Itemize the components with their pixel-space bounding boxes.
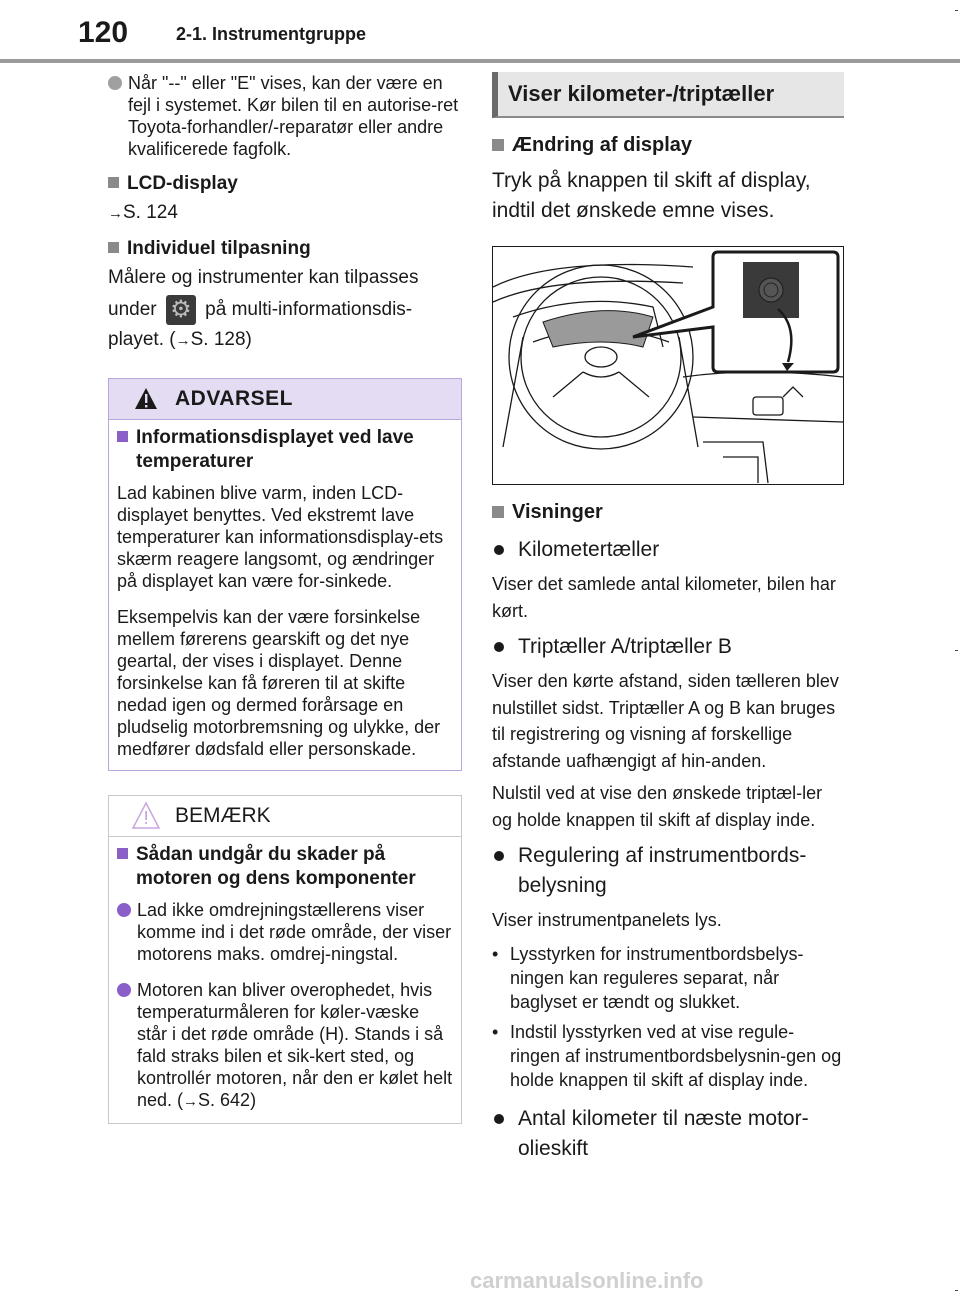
dashboard-illustration [492,246,844,485]
crop-mark [955,10,958,11]
item-title: Regulering af instrumentbords-belysning [492,841,844,901]
custom-heading: Individuel tilpasning [108,237,463,261]
bullet-dot-icon [117,983,131,997]
custom-reference[interactable]: S. 128) [190,329,252,351]
right-column [492,72,844,1164]
arrow-icon: → [108,205,123,222]
sub-bullet: • Indstil lysstyrken ved at vise regule-ringen af instrumentbordsbelysnin-gen og holde knappen til skift af display inde. [492,1021,842,1090]
item-body: Nulstil ved at vise den ønskede triptæl-ler og holde knappen til skift af display inde. [492,783,823,830]
bullet-dot-icon [108,76,122,90]
arrow-icon: → [175,332,191,350]
notice-bullet: Motoren kan bliver overophedet, hvis temperaturmåleren for køler-væske står i det røde område (H). Stands i så fald straks bilen et sik-kert sted, og kontrollér motoren, når den er kølet helt ned. (→S. 642) [117,979,453,1113]
notice-box [108,795,462,1124]
settings-gear-icon: ⚙ [166,295,196,325]
square-bullet-icon [492,139,504,151]
notice-title: BEMÆRK [175,804,271,828]
item-body: Viser instrumentpanelets lys. [492,910,722,930]
notice-title-bar [109,796,461,837]
bullet-dot-icon [494,1114,504,1124]
square-bullet-icon [108,177,119,188]
arrow-icon: → [183,1093,199,1111]
square-bullet-icon [108,242,119,253]
left-column [108,72,463,1124]
square-bullet-icon [492,506,504,518]
visninger-heading: Visninger [492,499,844,525]
square-bullet-icon [117,431,128,442]
notice-bullet: Lad ikke omdrejningstællerens viser komme ind i det røde område, der viser motorens maks. omdrej-ningstal. [117,899,453,965]
intro-text: Når "--" eller "E" vises, kan der være en fejl i systemet. Kør bilen til en autorise-ret Toyota-forhandler/-reparatør eller andre kvalificerede fagfolk. [128,73,459,159]
lcd-heading: LCD-display [108,172,463,196]
notice-reference[interactable]: S. 642) [198,1090,257,1111]
warning-paragraph: Eksempelvis kan der være forsinkelse mellem førerens gearskift og det nye geartal, der vises i displayet. Denne forsinkelse kan få føreren til at skifte nedad igen og dermed forårsage en pludselig motorbremsning og ulykke, der medfører dødsfald eller personskade. [117,607,441,760]
square-bullet-icon [117,848,128,859]
section-bar: Viser kilometer-/triptæller [492,72,844,118]
warning-box [108,378,462,771]
steering-wheel-illustration [493,247,843,484]
warning-paragraph: Lad kabinen blive varm, inden LCD-displayet benyttes. Ved ekstremt lave temperaturer kan informationsdisplay-ets skærm reagere langsomt, og ændringer på displayet kan være for-sinkede. [117,483,444,592]
warning-heading: Informationsdisplayet ved lave temperaturer [117,426,453,474]
bullet-dot-icon [494,545,504,555]
warning-title: ADVARSEL [175,387,293,411]
bullet-dot-icon [494,642,504,652]
notice-triangle-icon [109,799,169,833]
change-heading: Ændring af display [492,132,844,158]
bullet-dot-icon [494,851,504,861]
item-body: Viser den kørte afstand, siden tælleren blev nulstillet sidst. Triptæller A og B kan bruges til registrering og visning af forskellige afstande uafhængigt af hin-anden. [492,671,839,771]
item-body: Viser det samlede antal kilometer, bilen har kørt. [492,574,836,621]
notice-heading: Sådan undgår du skader på motoren og dens komponenter [117,843,453,891]
watermark: carmanualsonline.info [470,1268,704,1293]
section-title: 2-1. Instrumentgruppe [176,24,367,44]
custom-body: Målere og instrumenter kan tilpasses under ⚙ på multi-informationsdis- playet. (→S. 128) [108,267,419,351]
change-body: Tryk på knappen til skift af display, indtil det ønskede emne vises. [492,169,811,222]
warning-title-bar [109,379,461,420]
bullet-dot-icon [117,903,131,917]
item-title: Triptæller A/triptæller B [492,632,844,662]
crop-mark [955,1290,958,1291]
item-title: Kilometertæller [492,535,844,565]
item-title: Antal kilometer til næste motor-olieskift [492,1104,844,1164]
header-rule [0,59,960,63]
sub-bullet: • Lysstyrken for instrumentbordsbelys-ningen kan reguleres separat, når baglyset er tændt og slukket. [492,943,804,1012]
warning-triangle-icon [109,384,169,414]
intro-bullet [108,72,463,160]
page-number: 120 [78,16,129,49]
lcd-reference[interactable]: →S. 124 [108,202,178,223]
crop-mark [955,650,958,651]
